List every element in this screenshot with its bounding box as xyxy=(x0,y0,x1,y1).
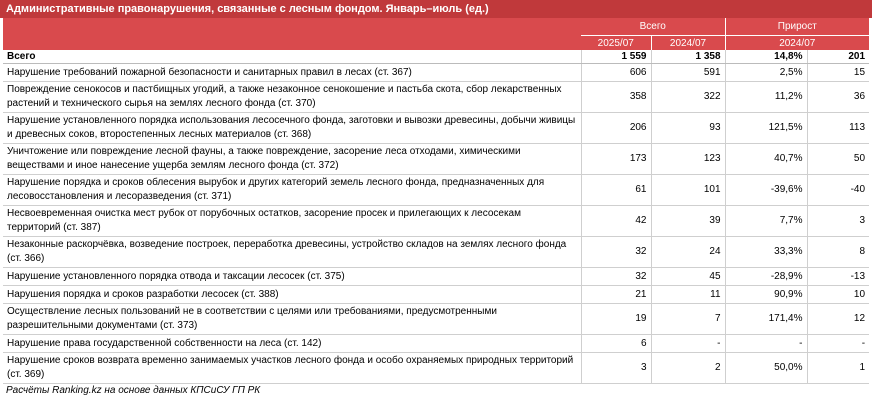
row-value-2024: - xyxy=(651,335,725,353)
row-growth-pct: 7,7% xyxy=(725,206,807,237)
row-label: Нарушение установленного порядка отвода и таксации лесосек (ст. 375) xyxy=(3,268,581,286)
row-growth-abs: 1 xyxy=(807,353,869,384)
row-label: Нарушение установленного порядка использования лесосечного фонда, заготовки и вывозки древесины, добычи живицы и древесных соков, второстепенных лесных материалов (ст. 368) xyxy=(3,113,581,144)
row-growth-pct: -39,6% xyxy=(725,175,807,206)
header-col-2024: 2024/07 xyxy=(651,36,725,51)
row-growth-abs: 3 xyxy=(807,206,869,237)
row-growth-pct: -28,9% xyxy=(725,268,807,286)
row-value-2024: 39 xyxy=(651,206,725,237)
header-group-growth: Прирост xyxy=(725,18,869,36)
row-growth-abs: - xyxy=(807,335,869,353)
row-label: Повреждение сенокосов и пастбищных угодий, а также незаконное сенокошение и пастьба скота, сбор лекарственных растений и технического сырья на землях лесного фонда (ст. 370) xyxy=(3,82,581,113)
row-growth-abs: 12 xyxy=(807,304,869,335)
table-row xyxy=(3,268,869,286)
table-row xyxy=(3,286,869,304)
row-label: Уничтожение или повреждение лесной фауны, а также повреждение, засорение леса отходами, химическими веществами и иное нанесение ущерба землям лесного фонда (ст. 372) xyxy=(3,144,581,175)
table-row xyxy=(3,82,869,113)
row-label: Несвоевременная очистка мест рубок от порубочных остатков, засорение просек и прилегающих к лесосекам территорий (ст. 387) xyxy=(3,206,581,237)
table-row xyxy=(3,144,869,175)
row-label: Осуществление лесных пользований не в соответствии с целями или требованиями, предусмотренными разрешительными документами (ст. 373) xyxy=(3,304,581,335)
row-growth-pct: - xyxy=(725,335,807,353)
row-value-2025: 606 xyxy=(581,64,651,82)
total-abs: 201 xyxy=(807,50,869,64)
row-growth-abs: 15 xyxy=(807,64,869,82)
row-growth-abs: 113 xyxy=(807,113,869,144)
row-value-2025: 3 xyxy=(581,353,651,384)
total-2024: 1 358 xyxy=(651,50,725,64)
row-value-2024: 322 xyxy=(651,82,725,113)
row-value-2025: 42 xyxy=(581,206,651,237)
row-value-2024: 93 xyxy=(651,113,725,144)
header-col-growth: 2024/07 xyxy=(725,36,869,51)
row-value-2025: 32 xyxy=(581,268,651,286)
row-growth-abs: 50 xyxy=(807,144,869,175)
row-value-2024: 24 xyxy=(651,237,725,268)
row-growth-abs: 10 xyxy=(807,286,869,304)
violations-table xyxy=(3,18,869,384)
row-value-2025: 61 xyxy=(581,175,651,206)
row-value-2024: 45 xyxy=(651,268,725,286)
row-value-2025: 19 xyxy=(581,304,651,335)
row-label: Нарушение сроков возврата временно занимаемых участков лесного фонда и особо охраняемых природных территорий (ст. 369) xyxy=(3,353,581,384)
header-group-total: Всего xyxy=(581,18,725,36)
row-growth-abs: -40 xyxy=(807,175,869,206)
row-value-2025: 6 xyxy=(581,335,651,353)
header-col-2025: 2025/07 xyxy=(581,36,651,51)
row-growth-pct: 121,5% xyxy=(725,113,807,144)
table-row xyxy=(3,64,869,82)
row-value-2025: 32 xyxy=(581,237,651,268)
table-row xyxy=(3,206,869,237)
row-value-2025: 206 xyxy=(581,113,651,144)
row-growth-pct: 33,3% xyxy=(725,237,807,268)
header-empty-cell xyxy=(3,36,581,51)
row-value-2024: 11 xyxy=(651,286,725,304)
total-label: Всего xyxy=(3,50,581,64)
row-growth-abs: -13 xyxy=(807,268,869,286)
row-value-2025: 358 xyxy=(581,82,651,113)
row-growth-pct: 50,0% xyxy=(725,353,807,384)
row-value-2024: 123 xyxy=(651,144,725,175)
row-growth-pct: 40,7% xyxy=(725,144,807,175)
table-title: Административные правонарушения, связанные с лесным фондом. Январь–июль (ед.) xyxy=(0,0,872,18)
row-value-2024: 101 xyxy=(651,175,725,206)
row-label: Нарушение права государственной собственности на леса (ст. 142) xyxy=(3,335,581,353)
table-row xyxy=(3,175,869,206)
row-value-2024: 2 xyxy=(651,353,725,384)
row-label: Нарушение порядка и сроков облесения вырубок и других категорий земель лесного фонда, предназначенных для лесовосстановления и лесоразведения (ст. 371) xyxy=(3,175,581,206)
row-growth-pct: 11,2% xyxy=(725,82,807,113)
table-row xyxy=(3,353,869,384)
source-footnote: Расчёты Ranking.kz на основе данных КПСиСУ ГП РК xyxy=(6,385,261,396)
row-label: Незаконные раскорчёвка, возведение построек, переработка древесины, устройство складов на землях лесного фонда (ст. 366) xyxy=(3,237,581,268)
table-row xyxy=(3,335,869,353)
row-label: Нарушения порядка и сроков разработки лесосек (ст. 388) xyxy=(3,286,581,304)
row-growth-pct: 2,5% xyxy=(725,64,807,82)
table-row xyxy=(3,304,869,335)
row-value-2025: 21 xyxy=(581,286,651,304)
total-2025: 1 559 xyxy=(581,50,651,64)
row-value-2024: 7 xyxy=(651,304,725,335)
table-row xyxy=(3,113,869,144)
row-label: Нарушение требований пожарной безопасности и санитарных правил в лесах (ст. 367) xyxy=(3,64,581,82)
header-empty-cell xyxy=(3,18,581,36)
row-value-2025: 173 xyxy=(581,144,651,175)
row-growth-pct: 171,4% xyxy=(725,304,807,335)
table-row xyxy=(3,237,869,268)
row-growth-abs: 36 xyxy=(807,82,869,113)
total-pct: 14,8% xyxy=(725,50,807,64)
row-value-2024: 591 xyxy=(651,64,725,82)
row-growth-abs: 8 xyxy=(807,237,869,268)
total-row xyxy=(3,50,869,64)
row-growth-pct: 90,9% xyxy=(725,286,807,304)
